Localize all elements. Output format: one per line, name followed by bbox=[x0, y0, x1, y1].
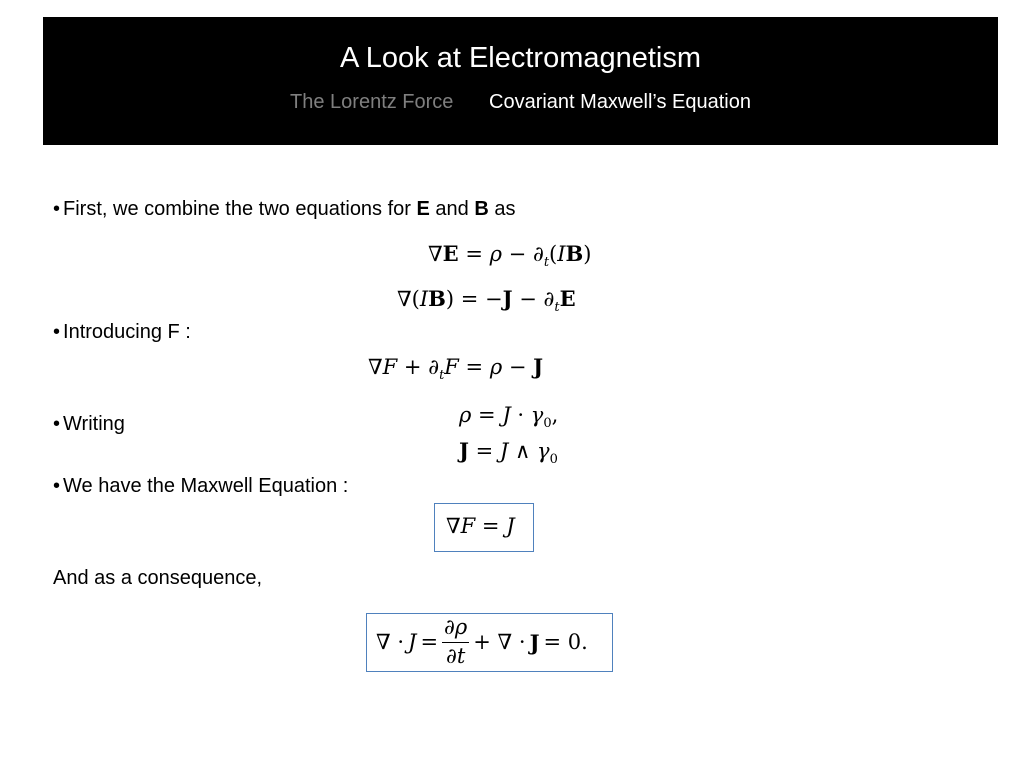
tab-covariant-maxwell-equation[interactable]: Covariant Maxwell’s Equation bbox=[489, 91, 751, 113]
bullet-text: We have the Maxwell Equation : bbox=[63, 475, 349, 497]
maxwell-equation-box bbox=[434, 503, 534, 552]
tab-lorentz-force[interactable]: The Lorentz Force bbox=[290, 91, 454, 113]
equation-bold-j: J = J ∧ $\gamma_0$ bbox=[459, 438, 558, 468]
equation-continuity: ∇ · J = $\frac{\partial\rho}{\partial t}$ + ∇ · J = 0. bbox=[376, 615, 588, 668]
equation-rho: $\rho = J \cdot \gamma_0$, bbox=[459, 403, 559, 432]
equation-divergence-ib: $\nabla(IB) = -J - \partial_tE$ bbox=[397, 286, 576, 316]
bullet-introducing-f bbox=[53, 322, 191, 342]
equation-f: $\nabla F + \partial_tF = \rho - J$ bbox=[368, 354, 544, 384]
equation-maxwell: ∇F = J bbox=[446, 514, 515, 538]
bullet-marker: • bbox=[53, 198, 61, 220]
bold-b: B bbox=[474, 198, 489, 220]
consequence-text: And as a consequence, bbox=[53, 567, 263, 589]
bullet-text-post: as bbox=[488, 198, 516, 220]
bullet-writing bbox=[53, 414, 125, 434]
continuity-equation-box bbox=[366, 613, 613, 672]
bullet-text: First, we combine the two equations for bbox=[63, 198, 417, 220]
slide-header bbox=[43, 17, 998, 145]
equation-divergence-e: $\nabla E = \rho - \partial_t(IB)$ bbox=[428, 241, 592, 271]
bullet-text-mid: and bbox=[429, 198, 475, 220]
bold-e: E bbox=[416, 198, 430, 220]
bullet-marker: • bbox=[53, 475, 61, 497]
bullet-combine-equations bbox=[53, 199, 515, 219]
fraction-drho-dt: $\frac{\partial\rho}{\partial t}$ bbox=[444, 615, 468, 668]
section-tabs bbox=[43, 92, 998, 112]
bullet-marker: • bbox=[53, 413, 61, 435]
bullet-marker: • bbox=[53, 321, 61, 343]
bullet-text: Writing bbox=[63, 413, 125, 435]
bullet-text: Introducing F : bbox=[63, 321, 191, 343]
bullet-maxwell-equation bbox=[53, 476, 348, 496]
slide-title: A Look at Electromagnetism bbox=[339, 42, 702, 74]
